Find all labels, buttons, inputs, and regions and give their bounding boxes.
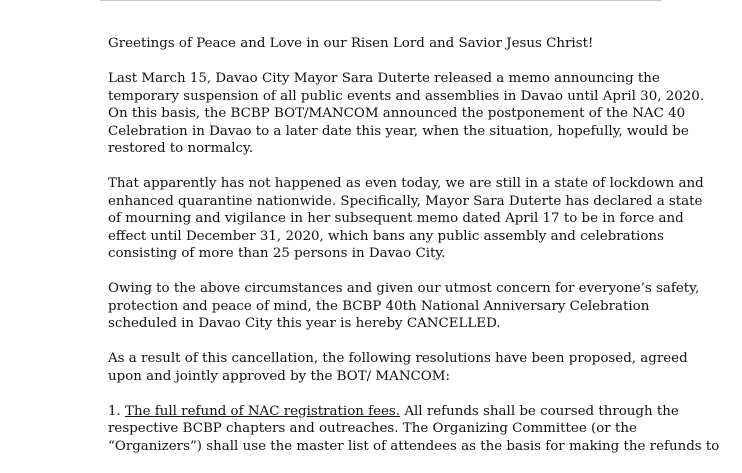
text-line: Celebration in Davao to a later date this year, when the situation, hopefully, would be (108, 123, 689, 139)
text-line: That apparently has not happened as even today, we are still in a state of lockdown and (108, 176, 704, 191)
text-line: scheduled in Davao City this year is hereby CANCELLED. (108, 316, 501, 331)
text-line: of mourning and vigilance in her subsequent memo dated April 17 to be in force and (108, 211, 684, 226)
text-line: temporary suspension of all public events and assemblies in Davao until April 30, 2020. (108, 88, 705, 104)
paragraph-cancellation (108, 280, 718, 333)
text-line: enhanced quarantine nationwide. Specifically, Mayor Sara Duterte has declared a state (108, 193, 703, 209)
greeting-line: Greetings of Peace and Love in our Risen Lord and Savior Jesus Christ! (108, 36, 594, 51)
resolution-heading: The full refund of NAC registration fees. (125, 403, 401, 419)
text-line: “Organizers”) shall use the master list of attendees as the basis for making the refunds to (108, 438, 720, 454)
resolution-text: All refunds shall be coursed through the (400, 403, 679, 419)
text-line: upon and jointly approved by the BOT/ MANCOM: (108, 368, 450, 384)
resolution-item-1 (108, 403, 718, 456)
paragraph-resolutions-intro (108, 350, 718, 385)
paragraph-memo-postponement (108, 70, 718, 158)
letter-body (108, 35, 718, 473)
page-top-edge (100, 0, 662, 1)
text-line: Last March 15, Davao City Mayor Sara Duterte released a memo announcing the (108, 71, 660, 86)
text-line: protection and peace of mind, the BCBP 40th National Anniversary Celebration (108, 298, 650, 314)
text-line: consisting of more than 25 persons in Davao City. (108, 246, 446, 261)
text-line: restored to normalcy. (108, 141, 254, 156)
text-line: respective BCBP chapters and outreaches. The Organizing Committee (or the (108, 421, 637, 436)
text-line: Owing to the above circumstances and given our utmost concern for everyone’s safety, (108, 281, 700, 296)
text-line: effect until December 31, 2020, which bans any public assembly and celebrations (108, 228, 664, 244)
resolution-number: 1. (108, 403, 126, 419)
text-line: On this basis, the BCBP BOT/MANCOM announced the postponement of the NAC 40 (108, 106, 686, 121)
text-line: As a result of this cancellation, the following resolutions have been proposed, agreed (108, 351, 688, 366)
paragraph-lockdown (108, 175, 718, 263)
text-line (108, 403, 718, 421)
